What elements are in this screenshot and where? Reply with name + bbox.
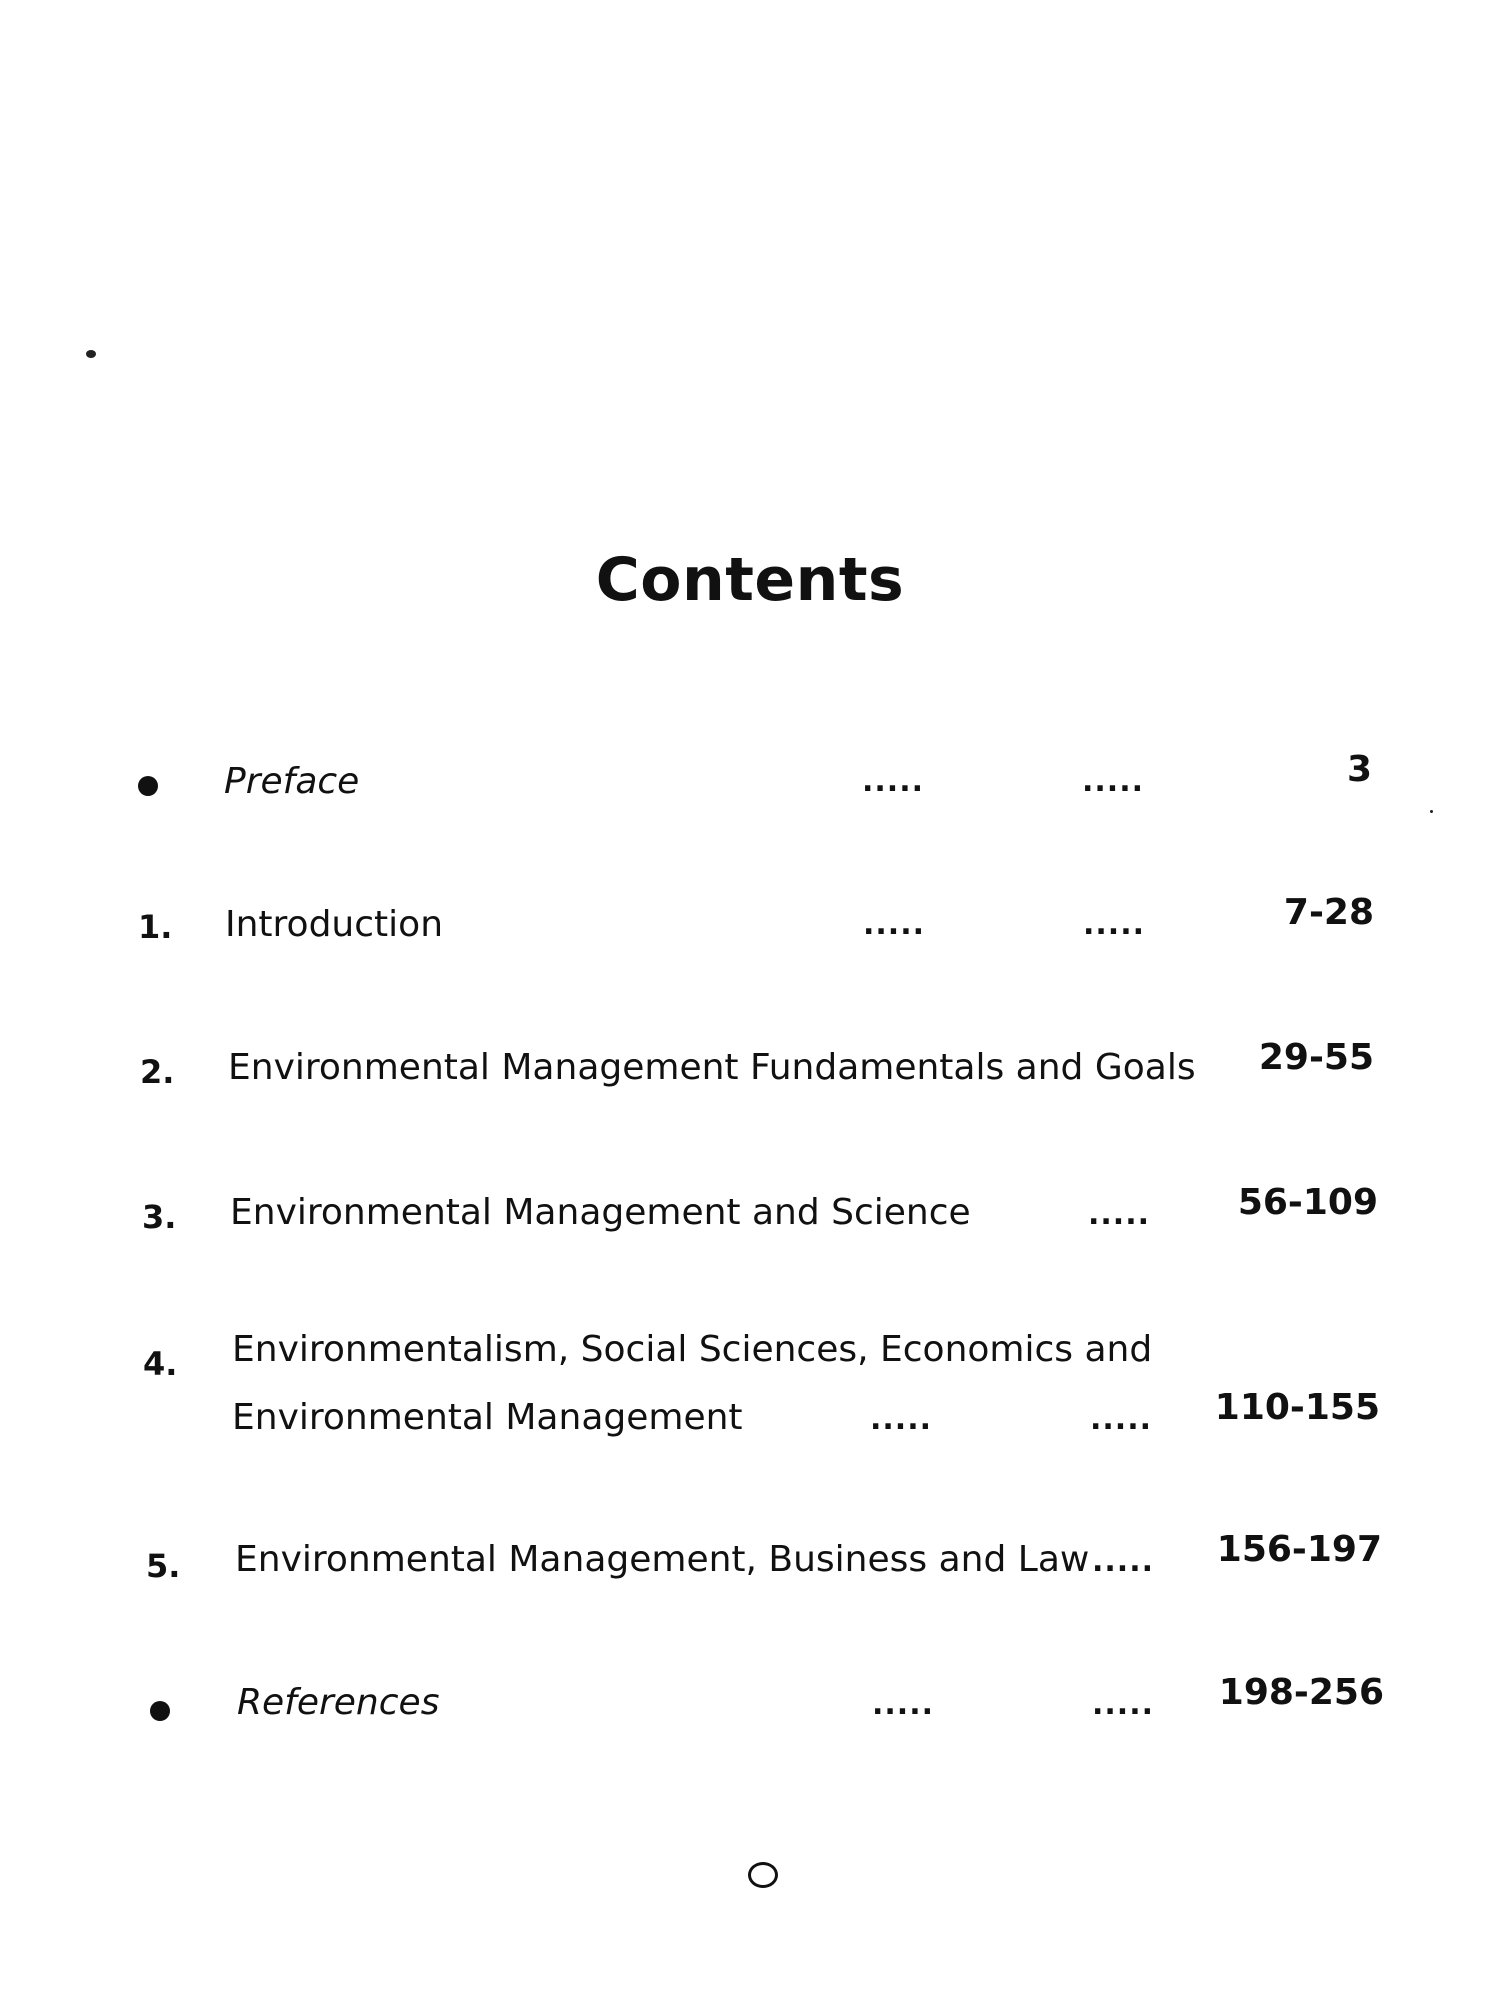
toc-leader-dots: ..... — [1082, 764, 1144, 799]
toc-page-range: 56-109 — [1237, 1182, 1378, 1223]
toc-entry-number: 1. — [138, 908, 173, 946]
toc-entry-4 — [0, 1330, 1500, 1450]
toc-entry-preface — [0, 749, 1500, 822]
toc-entry-number: 5. — [146, 1547, 181, 1585]
toc-leader-dots: ..... — [1092, 1687, 1154, 1722]
page-title: Contents — [595, 545, 905, 615]
toc-entry-2 — [0, 1037, 1500, 1108]
end-circle-icon — [748, 1862, 778, 1888]
scan-speck — [86, 350, 96, 358]
toc-entry-number: 2. — [140, 1053, 175, 1091]
toc-page-range: 110-155 — [1214, 1387, 1380, 1428]
toc-entry-label: Preface — [224, 761, 360, 802]
toc-leader-dots: ..... — [1088, 1197, 1150, 1232]
toc-leader-dots: ..... — [863, 907, 925, 942]
toc-entry-label-line2: Environmental Management — [232, 1397, 743, 1438]
toc-leader-dots: ..... — [862, 764, 924, 799]
toc-entry-3 — [0, 1182, 1500, 1253]
bullet-icon — [138, 776, 158, 796]
toc-entry-number: 4. — [143, 1345, 178, 1383]
toc-entry-label: Introduction — [225, 904, 444, 945]
toc-page-range: 198-256 — [1218, 1672, 1384, 1713]
toc-entry-label: Environmental Management Fundamentals and Goals — [228, 1047, 1196, 1088]
toc-entry-1 — [0, 892, 1500, 965]
toc-entry-5 — [0, 1529, 1500, 1600]
toc-entry-number: 3. — [142, 1198, 177, 1236]
toc-entry-label: Environmental Management and Science — [230, 1192, 971, 1233]
toc-entry-label: References — [237, 1682, 440, 1723]
toc-page-range: 156-197 — [1216, 1529, 1382, 1570]
toc-leader-dots: ..... — [1092, 1544, 1154, 1579]
toc-page-range: 3 — [1346, 749, 1372, 790]
toc-entry-label: Environmental Management, Business and Law — [235, 1539, 1090, 1580]
toc-page-range: 7-28 — [1283, 892, 1374, 933]
toc-page-range: 29-55 — [1258, 1037, 1374, 1078]
toc-entry-references — [0, 1672, 1500, 1743]
bullet-icon — [150, 1701, 170, 1721]
toc-leader-dots: ..... — [1083, 907, 1145, 942]
toc-leader-dots: ..... — [872, 1687, 934, 1722]
toc-entry-label-line1: Environmentalism, Social Sciences, Economics and — [232, 1329, 1153, 1370]
toc-leader-dots: ..... — [870, 1402, 932, 1437]
toc-leader-dots: ..... — [1090, 1402, 1152, 1437]
